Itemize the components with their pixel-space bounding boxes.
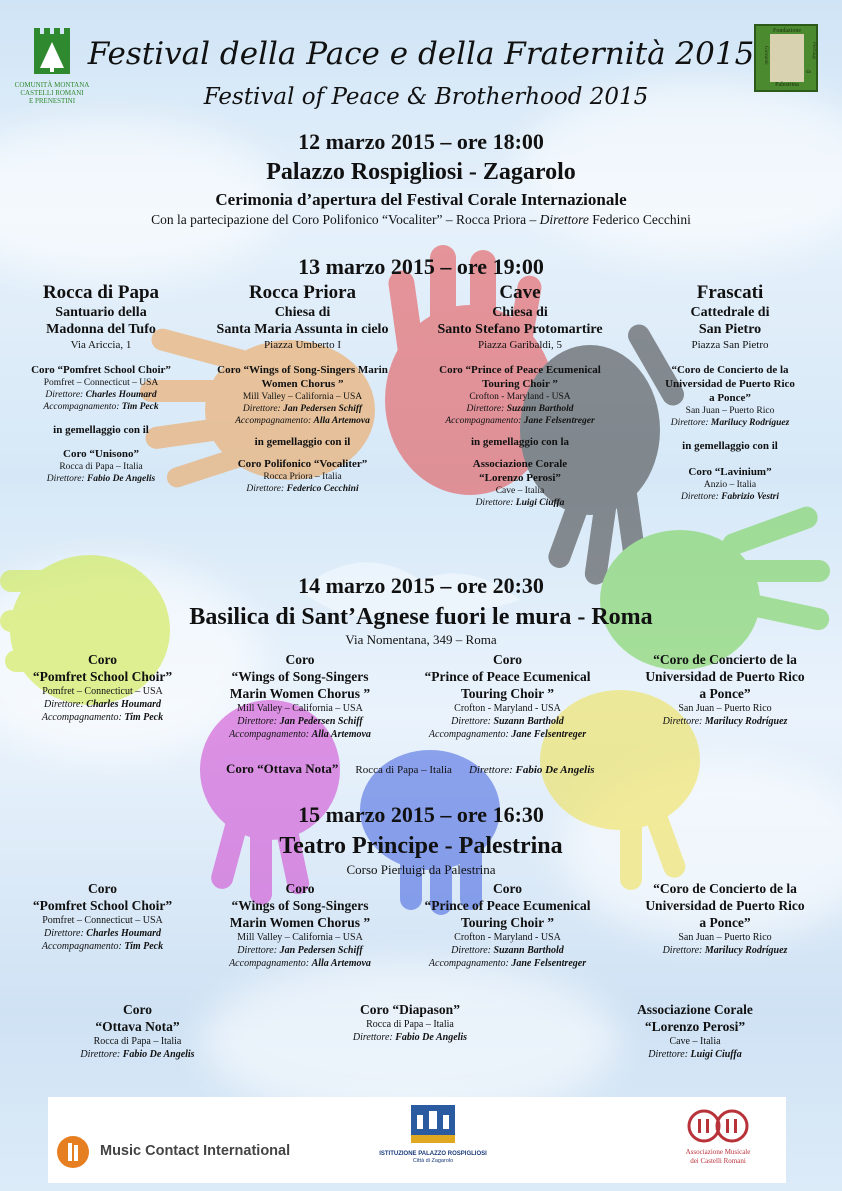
- day1-participation: [0, 211, 842, 229]
- dir-label: Direttore:: [237, 716, 278, 727]
- l3: Touring Choir ”: [460, 915, 555, 930]
- palazzo-rospigliosi-logo: [378, 1103, 488, 1175]
- l2: Universidad de Puerto Rico: [645, 898, 805, 913]
- dir2: Luigi Ciuffa: [515, 498, 565, 508]
- origin2: Cave – Italia: [495, 486, 545, 496]
- l3: a Ponce”: [699, 915, 751, 930]
- origin: Crofton - Maryland - USA: [454, 703, 561, 714]
- place-line1: Chiesa di: [492, 305, 548, 320]
- palazzo-line1: ISTITUZIONE PALAZZO ROSPIGLIOSI: [379, 1151, 487, 1157]
- dir2: Fabrizio Vestri: [721, 492, 779, 502]
- dir-label: Direttore:: [648, 1049, 689, 1060]
- l1: Associazione Corale: [637, 1002, 753, 1017]
- dir2-label: Direttore:: [680, 492, 719, 502]
- logo-line2: CASTELLI ROMANI: [20, 89, 84, 97]
- dir2: Fabio De Angelis: [86, 474, 156, 484]
- l2: “Ottava Nota”: [95, 1019, 180, 1034]
- l1: Coro: [285, 881, 315, 896]
- dir: Jan Pedersen Schiff: [279, 716, 363, 727]
- dir-label: Direttore:: [237, 945, 278, 956]
- choir-b: Touring Choir ”: [482, 378, 558, 390]
- l3: Touring Choir ”: [460, 686, 555, 701]
- acc-label: Accompagnamento:: [41, 712, 122, 723]
- dir-label: Direttore:: [43, 699, 84, 710]
- dir-label: Direttore:: [242, 404, 281, 414]
- acc-label: Accompagnamento:: [428, 729, 509, 740]
- l2: “Prince of Peace Ecumenical: [424, 898, 591, 913]
- dir: Suzann Barthold: [506, 404, 574, 414]
- twin: in gemellaggio con il: [254, 436, 351, 448]
- dir2-label: Direttore:: [246, 484, 285, 494]
- day3-address: Via Nomentana, 349 – Roma: [345, 632, 497, 647]
- day4-wings: [200, 880, 400, 970]
- dir-label: Direttore:: [662, 716, 703, 727]
- acc-label: Accompagnamento:: [235, 416, 312, 426]
- acc-label: Accompagnamento:: [445, 416, 522, 426]
- day3-prince: [405, 651, 610, 741]
- day3-ponce: [620, 651, 830, 728]
- l1: Coro: [493, 881, 522, 896]
- participation-text: Con la partecipazione del Coro Polifonico “Vocaliter” – Rocca Priora –: [151, 212, 540, 227]
- acc-label: Accompagnamento:: [428, 958, 509, 969]
- anmcr-line1: Associazione Musicale: [685, 1148, 751, 1156]
- anmcr-line2: dei Castelli Romani: [690, 1157, 746, 1165]
- dir-label: Direttore:: [352, 1032, 393, 1043]
- choir-c: a Ponce”: [709, 392, 751, 404]
- l3: a Ponce”: [699, 686, 751, 701]
- choir2: Associazione Corale: [472, 458, 568, 470]
- l2: “Prince of Peace Ecumenical: [424, 669, 591, 684]
- twin: in gemellaggio con il: [682, 440, 778, 452]
- origin: San Juan – Puerto Rico: [678, 703, 772, 714]
- choir: Coro “Pomfret School Choir”: [31, 364, 171, 376]
- day4-date: 15 marzo 2015 – ore 16:30: [298, 802, 544, 827]
- dir-label: Direttore:: [451, 945, 491, 956]
- address: Piazza San Pietro: [691, 339, 769, 351]
- dir: Charles Houmard: [86, 699, 162, 710]
- dir-label: Direttore:: [45, 390, 84, 400]
- day3-ottava-nota-line: [226, 761, 646, 778]
- participation-director-label: Direttore: [539, 212, 589, 227]
- fondazione-text-c: Pierluigi: [811, 42, 816, 60]
- day1-venue: Palazzo Rospigliosi - Zagarolo: [266, 159, 576, 185]
- day2-date: 13 marzo 2015 – ore 19:00: [298, 254, 544, 279]
- dir-label: Direttore:: [451, 716, 491, 727]
- day2-col-rocca-priora: [190, 282, 415, 495]
- dir-label: Direttore:: [466, 404, 505, 414]
- title-italian: Festival della Pace e della Fraternità 2015: [87, 36, 755, 72]
- acc: Tim Peck: [124, 941, 164, 952]
- l2: Universidad de Puerto Rico: [645, 669, 805, 684]
- logo-line3: E PRENESTINI: [28, 97, 76, 105]
- l1: Coro “Diapason”: [360, 1002, 460, 1017]
- day4-venue: Teatro Principe - Palestrina: [279, 833, 563, 859]
- choir2: Coro “Unisono”: [63, 448, 139, 460]
- l2: “Wings of Song-Singers: [231, 898, 369, 913]
- l1: Coro: [88, 881, 117, 896]
- day4-ponce: [620, 880, 830, 957]
- dir: Marilucy Rodríguez: [704, 945, 788, 956]
- ottava-choir: Coro “Ottava Nota”: [226, 761, 339, 776]
- day1-date: 12 marzo 2015 – ore 18:00: [298, 129, 544, 154]
- day4-prince: [405, 880, 610, 970]
- dir: Marilucy Rodríguez: [704, 716, 788, 727]
- choir: “Coro de Concierto de la: [671, 364, 789, 376]
- place-line2: San Pietro: [698, 322, 762, 337]
- ottava-origin: Rocca di Papa – Italia: [355, 764, 452, 776]
- fondazione-text-b: Giovanni: [763, 46, 768, 65]
- day1-subtitle: Cerimonia d’apertura del Festival Corale Internazionale: [215, 190, 627, 209]
- address: Piazza Garibaldi, 5: [478, 339, 562, 351]
- day3-date: 14 marzo 2015 – ore 20:30: [298, 573, 544, 598]
- acc: Alla Artemova: [311, 958, 371, 969]
- l1: “Coro de Concierto de la: [653, 881, 797, 896]
- origin: Pomfret – Connecticut – USA: [42, 686, 163, 697]
- l3: Marin Women Chorus ”: [229, 686, 371, 701]
- choir: Coro “Wings of Song-Singers Marin: [217, 364, 388, 376]
- fondazione-text-e: Palestrina: [775, 82, 799, 88]
- anmcr-logo: [668, 1109, 768, 1179]
- dir: Charles Houmard: [86, 928, 162, 939]
- town: Rocca Priora: [248, 282, 357, 303]
- choir2b: “Lorenzo Perosi”: [479, 472, 561, 484]
- acc-label: Accompagnamento:: [229, 729, 310, 740]
- origin: Mill Valley – California – USA: [242, 392, 363, 402]
- acc: Jane Felsentreger: [523, 416, 595, 426]
- l1: Coro: [493, 652, 522, 667]
- town: Cave: [499, 282, 541, 303]
- palazzo-building-icon: [409, 1103, 457, 1145]
- mci-name: Music Contact International: [100, 1143, 291, 1159]
- acc: Jane Felsentreger: [511, 729, 587, 740]
- l2: “Pomfret School Choir”: [32, 669, 173, 684]
- origin2: Rocca Priora – Italia: [263, 472, 342, 482]
- l1: “Coro de Concierto de la: [653, 652, 797, 667]
- choir2: Coro “Lavinium”: [688, 466, 772, 478]
- palazzo-line2: Città di Zagarolo: [412, 1158, 454, 1164]
- dir-label: Direttore:: [43, 928, 84, 939]
- town: Rocca di Papa: [42, 282, 160, 303]
- day4-ottava-nota: [50, 1001, 225, 1061]
- origin: Pomfret – Connecticut – USA: [43, 378, 159, 388]
- origin: Rocca di Papa – Italia: [93, 1036, 182, 1047]
- address: Via Ariccia, 1: [70, 339, 132, 351]
- origin: Crofton - Maryland - USA: [454, 932, 561, 943]
- choir2: Coro Polifonico “Vocaliter”: [237, 458, 368, 470]
- dir: Suzann Barthold: [493, 716, 564, 727]
- fondazione-text-d: da: [806, 70, 811, 75]
- dir2: Federico Cecchini: [286, 484, 359, 494]
- choir-b: Universidad de Puerto Rico: [665, 378, 795, 390]
- dir: Charles Houmard: [85, 390, 157, 400]
- dir: Suzann Barthold: [493, 945, 564, 956]
- place-line2: Madonna del Tufo: [46, 322, 156, 337]
- origin: Crofton - Maryland - USA: [469, 392, 571, 402]
- dir: Luigi Ciuffa: [690, 1049, 742, 1060]
- dir2-label: Direttore:: [475, 498, 514, 508]
- fondazione-text-a: Fondazione: [773, 28, 801, 34]
- address: Piazza Umberto I: [264, 339, 341, 351]
- l2: “Pomfret School Choir”: [32, 898, 173, 913]
- origin: Mill Valley – California – USA: [237, 703, 363, 714]
- acc-label: Accompagnamento:: [229, 958, 310, 969]
- place-line1: Santuario della: [55, 305, 147, 320]
- ottava-dir-label: Direttore:: [468, 764, 513, 776]
- l1: Coro: [123, 1002, 152, 1017]
- acc-label: Accompagnamento:: [43, 402, 120, 412]
- acc: Alla Artemova: [313, 416, 370, 426]
- acc: Jane Felsentreger: [511, 958, 587, 969]
- anmcr-monogram-icon: [686, 1109, 750, 1143]
- day2-col-cave: [410, 282, 630, 509]
- day3-pomfret: [10, 651, 195, 724]
- title-english: Festival of Peace & Brotherhood 2015: [203, 84, 649, 110]
- place-line1: Chiesa di: [274, 305, 331, 320]
- day4-address: Corso Pierluigi da Palestrina: [346, 862, 496, 877]
- dir2-label: Direttore:: [46, 474, 85, 484]
- origin: San Juan – Puerto Rico: [678, 932, 772, 943]
- town: Frascati: [696, 282, 764, 303]
- dir: Marilucy Rodríguez: [710, 418, 790, 428]
- choir-b: Women Chorus ”: [261, 378, 344, 390]
- origin: San Juan – Puerto Rico: [685, 406, 775, 416]
- sponsor-footer: [48, 1097, 786, 1183]
- place-line1: Cattedrale di: [690, 305, 770, 320]
- day2-col-rocca-di-papa: [6, 282, 196, 485]
- l1: Coro: [285, 652, 315, 667]
- choir: Coro “Prince of Peace Ecumenical: [439, 364, 601, 376]
- place-line2: Santo Stefano Protomartire: [437, 322, 603, 337]
- place-line2: Santa Maria Assunta in cielo: [216, 322, 389, 337]
- ottava-dir: Fabio De Angelis: [515, 764, 595, 776]
- l1: Coro: [88, 652, 117, 667]
- dir: Jan Pedersen Schiff: [279, 945, 363, 956]
- dir: Fabio De Angelis: [395, 1032, 468, 1043]
- origin2: Anzio – Italia: [703, 480, 757, 490]
- origin: Cave – Italia: [669, 1036, 721, 1047]
- logo-line1: COMUNITÀ MONTANA: [14, 81, 90, 89]
- origin2: Rocca di Papa – Italia: [59, 462, 143, 472]
- acc: Tim Peck: [124, 712, 164, 723]
- dir-label: Direttore:: [80, 1049, 121, 1060]
- dir: Jan Pedersen Schiff: [283, 404, 363, 414]
- l3: Marin Women Chorus ”: [229, 915, 371, 930]
- l2: “Wings of Song-Singers: [231, 669, 369, 684]
- acc: Alla Artemova: [311, 729, 371, 740]
- day4-pomfret: [10, 880, 195, 953]
- mci-logo: [56, 1135, 326, 1171]
- day4-diapason: [320, 1001, 500, 1044]
- dir-label: Direttore:: [670, 418, 709, 428]
- twin: in gemellaggio con il: [53, 424, 149, 436]
- origin: Rocca di Papa – Italia: [366, 1019, 454, 1030]
- twin: in gemellaggio con la: [470, 436, 570, 448]
- day3-venue: Basilica di Sant’Agnese fuori le mura - Roma: [189, 604, 653, 630]
- dir-label: Direttore:: [662, 945, 703, 956]
- origin: Mill Valley – California – USA: [237, 932, 363, 943]
- participation-director: Federico Cecchini: [588, 212, 691, 227]
- l2: “Lorenzo Perosi”: [644, 1019, 746, 1034]
- acc-label: Accompagnamento:: [41, 941, 122, 952]
- day2-col-frascati: [630, 282, 830, 503]
- day4-lorenzo-perosi: [600, 1001, 790, 1061]
- origin: Pomfret – Connecticut – USA: [42, 915, 163, 926]
- mci-globe-icon: [56, 1135, 90, 1169]
- day3-wings: [200, 651, 400, 741]
- acc: Tim Peck: [121, 402, 159, 412]
- dir: Fabio De Angelis: [122, 1049, 195, 1060]
